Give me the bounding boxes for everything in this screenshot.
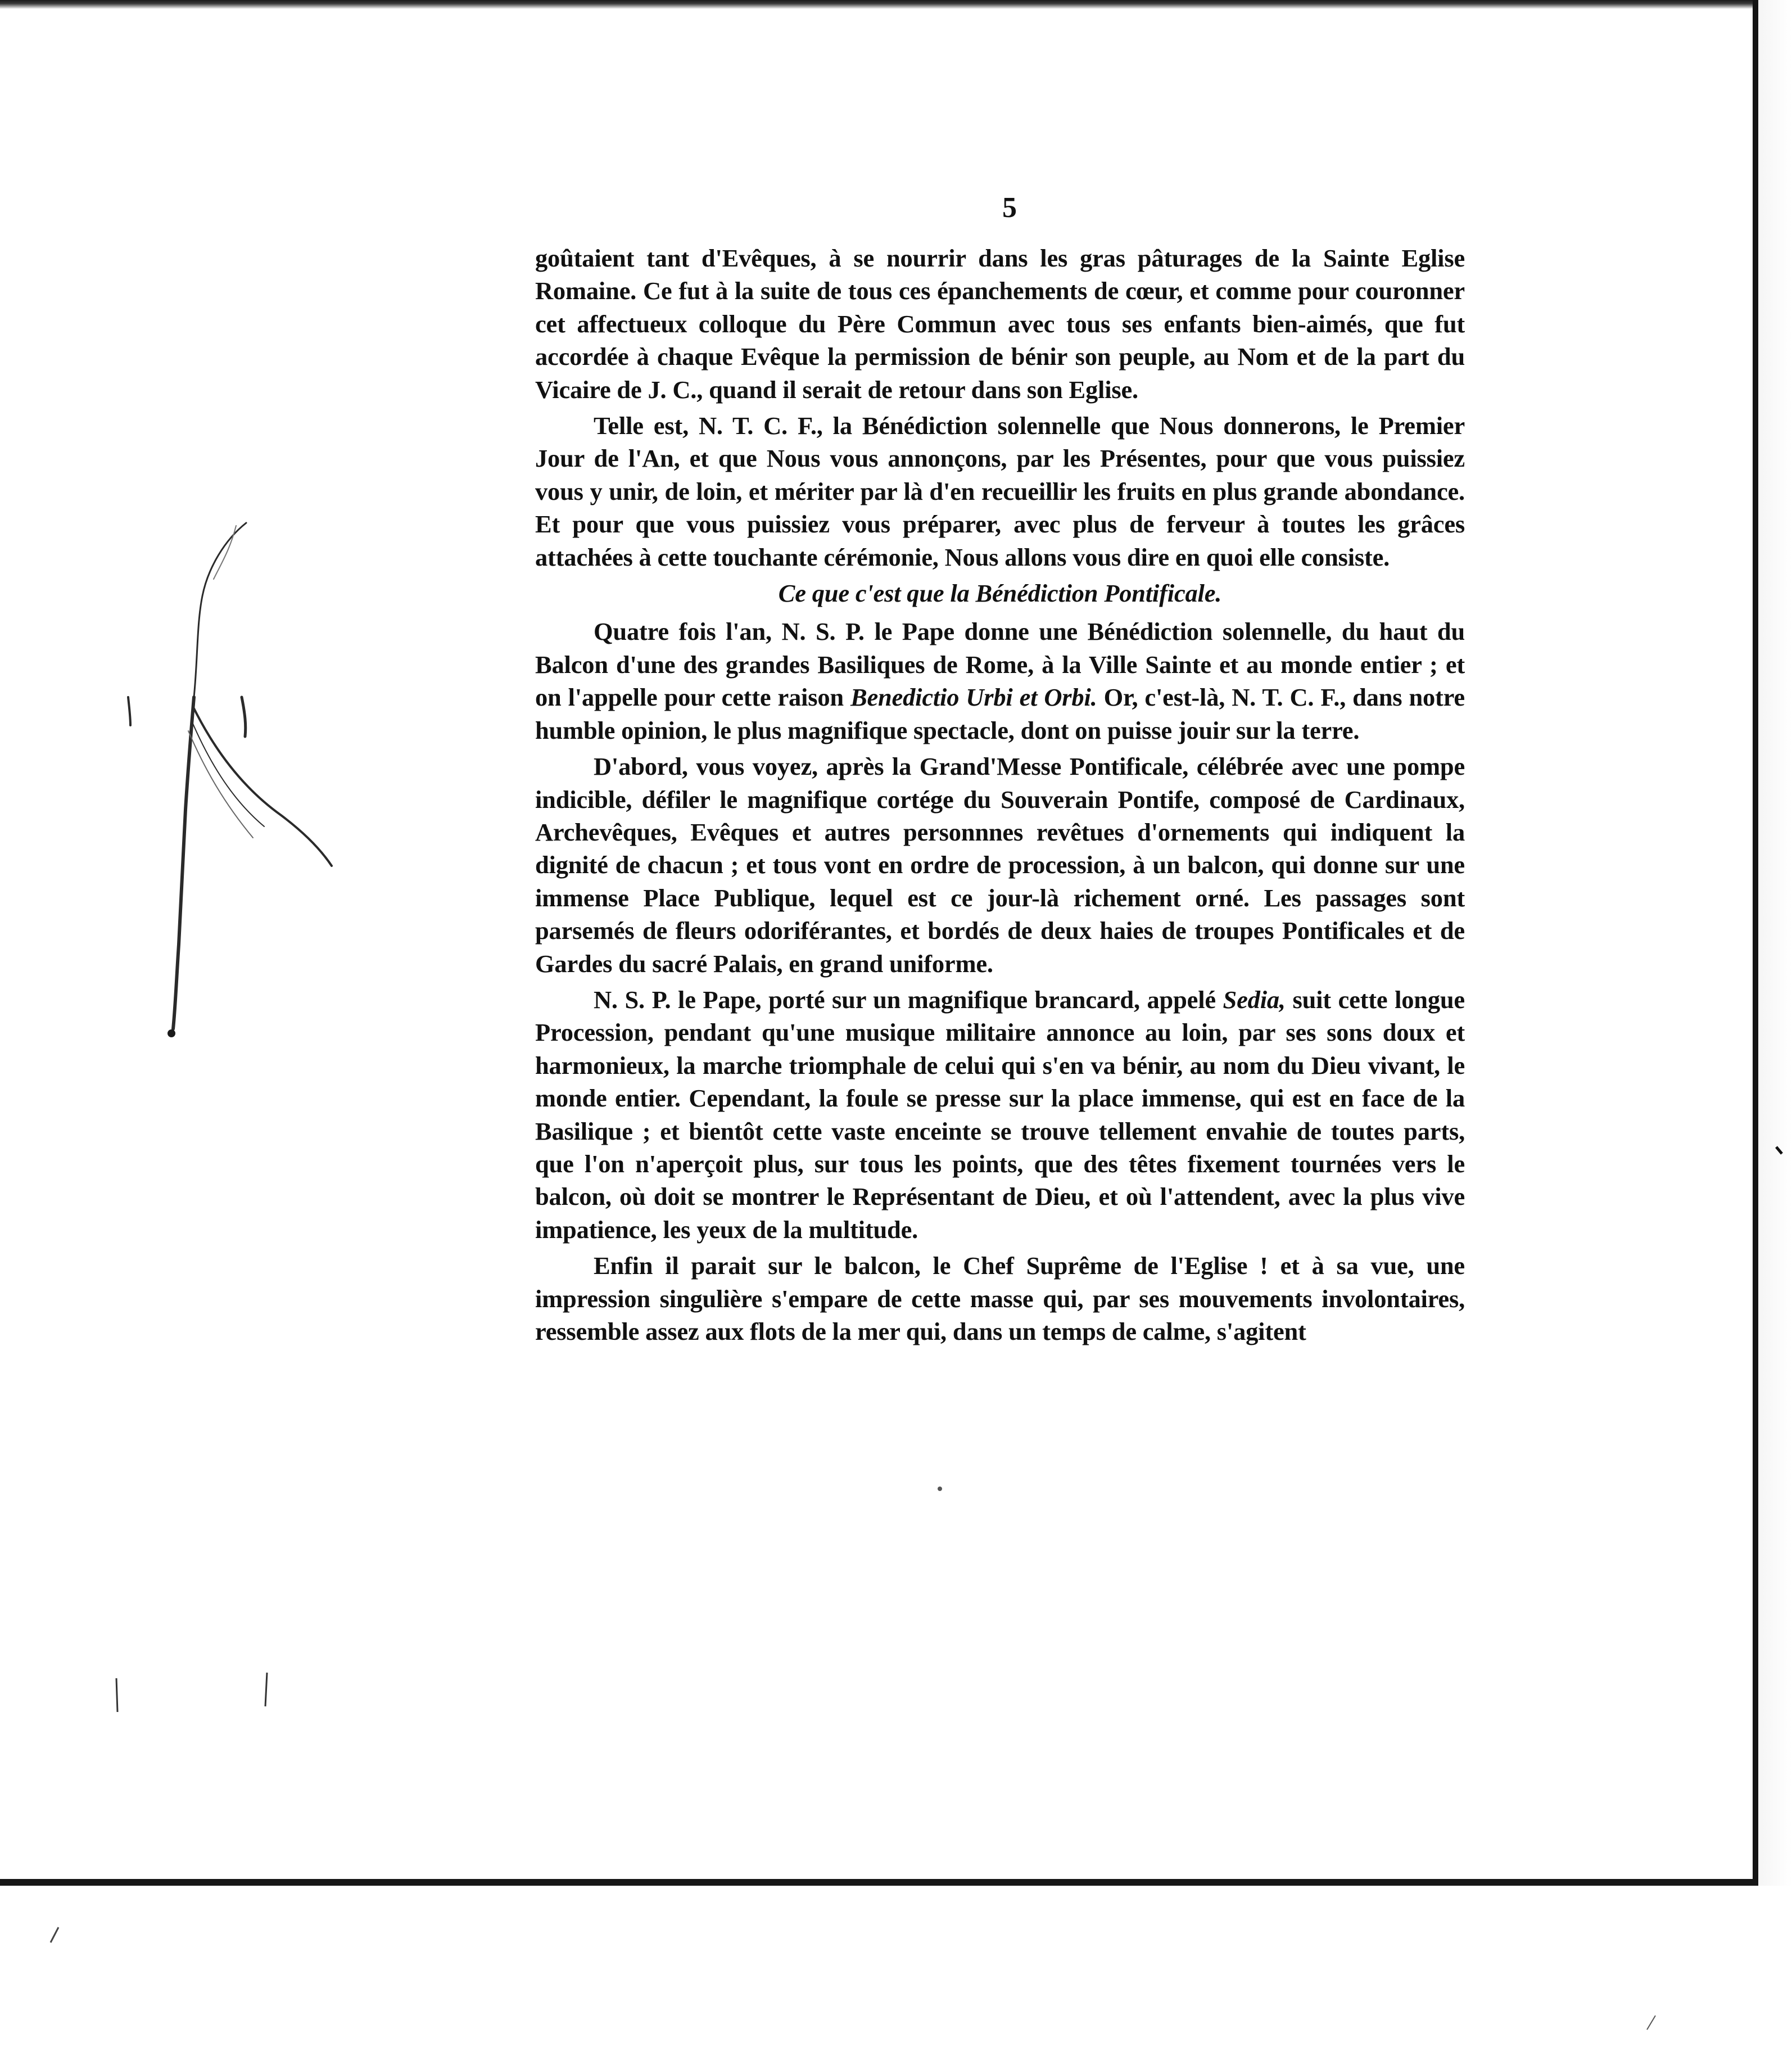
page-top-edge (0, 0, 1792, 9)
paragraph-3 (535, 615, 1465, 747)
paragraph-1 (535, 242, 1465, 406)
paragraph-6-text: Enfin il parait sur le balcon, le Chef Suprême de l'Eglise ! et à sa vue, une impression singulière s'empare de cette masse qui, par ses mouvements involontaires, ressemble assez aux flots de la mer qui, dans un temps de calme, s'agitent (535, 1252, 1465, 1345)
small-speck (938, 1487, 942, 1491)
sedia-word: Sedia, (1223, 985, 1286, 1014)
paragraph-5-text-b: suit cette longue Procession, pendant qu'une musique militaire annonce au loin, par ses sons doux et harmonieux, la marche triomphale de celui qui s'en va bénir, au nom du Dieu vivant, le monde entier. Cependant, la foule se presse sur la place immense, qui est en face de la Basilique ; et bientôt cette vaste enceinte se trouve tellement envahie de toutes parts, que l'on n'aperçoit plus, sur tous les points, que des têtes fixement tournées vers le balcon, où doit se montrer le Représentant de Dieu, et où l'attendent, avec la plus vive impatience, les yeux de la multitude. (535, 985, 1465, 1244)
latin-phrase: Benedictio Urbi et Orbi. (850, 683, 1097, 712)
paragraph-4 (535, 750, 1465, 980)
page-bottom-edge (0, 1879, 1758, 1886)
paragraph-4-text: D'abord, vous voyez, après la Grand'Messe Pontificale, célébrée avec une pompe indicible, défiler le magnifique cortége du Souverain Pontife, composé de Cardinaux, Archevêques, Evêques et autres personnnes revêtues d'ornements qui indiquent la dignité de chacun ; et tous vont en ordre de procession, à un balcon, qui donne sur une immense Place Publique, lequel est ce jour-là richement orné. Les passages sont parsemés de fleurs odoriférantes, et bordés de deux haies de troupes Pontificales et de Gardes du sacré Palais, en grand uniforme. (535, 752, 1465, 978)
paragraph-5 (535, 983, 1465, 1246)
binding-thread-mark (128, 523, 332, 1029)
scan-background (0, 1886, 1792, 2060)
margin-tick-mid (265, 1673, 267, 1706)
paragraph-6 (535, 1249, 1465, 1348)
section-title: Ce que c'est que la Bénédiction Pontificale. (778, 579, 1222, 608)
paragraph-2-text: Telle est, N. T. C. F., la Bénédiction solennelle que Nous donnerons, le Premier Jour de l'An, et que Nous vous annonçons, par les Présentes, pour que vous puissiez vous y unir, de loin, et mériter par là d'en recueillir les fruits en plus grande abondance. Et pour que vous puissiez vous préparer, avec plus de ferveur à toutes les grâces attachées à cette touchante cérémonie, Nous allons vous dire en quoi elle consiste. (535, 412, 1465, 571)
page-right-margin (1758, 0, 1792, 2060)
paragraph-3-text-b: Or, c'est-là, N. T. C. F., dans notre humble opinion, le plus magnifique spectacle, dont on puisse jouir sur la terre. (535, 683, 1465, 744)
paragraph-5-text-a: N. S. P. le Pape, porté sur un magnifique brancard, appelé (594, 985, 1223, 1014)
paragraph-2 (535, 409, 1465, 573)
page-right-edge (1753, 0, 1758, 1883)
margin-tick-left (116, 1678, 117, 1712)
paragraph-1-text: goûtaient tant d'Evêques, à se nourrir dans les gras pâturages de la Sainte Eglise Romaine. Ce fut à la suite de tous ces épanchements de cœur, et comme pour couronner cet affectueux colloque du Père Commun avec tous ses enfants bien-aimés, que fut accordée à chaque Evêque la permission de bénir son peuple, au Nom et de la part du Vicaire de J. C., quand il serait de retour dans son Eglise. (535, 244, 1465, 404)
page-number: 5 (1002, 192, 1017, 224)
ink-dot (168, 1029, 175, 1037)
body-text (535, 242, 1465, 1351)
paragraph-3-text-a: Quatre fois l'an, N. S. P. le Pape donne une Bénédiction solennelle, du haut du Balcon d'une des grandes Basiliques de Rome, à la Ville Sainte et au monde entier ; et on l'appelle pour cette raison (535, 617, 1465, 712)
